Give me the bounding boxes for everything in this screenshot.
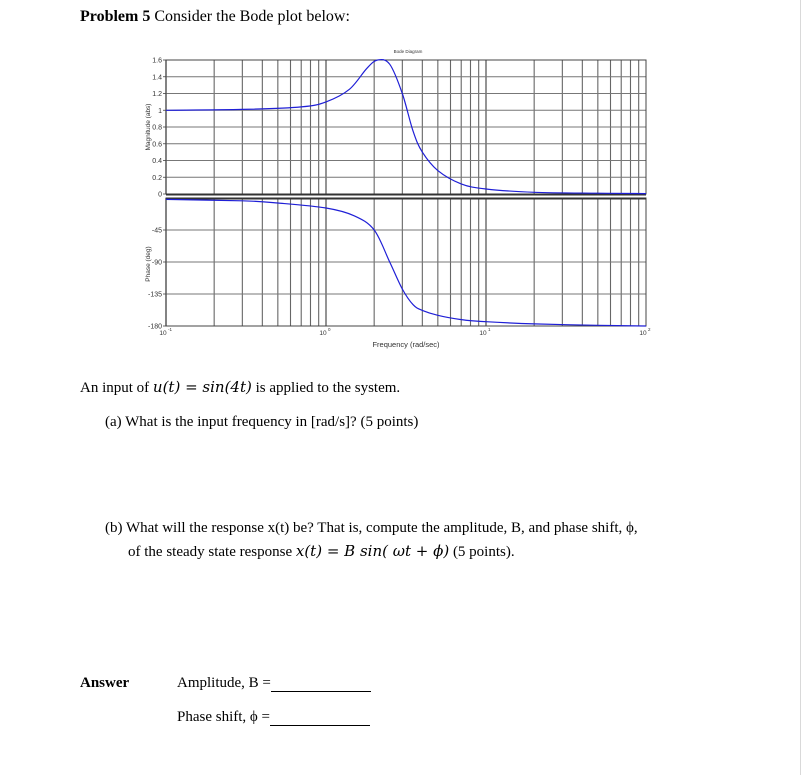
frequency-tick-label: 10: [159, 330, 167, 337]
question-b-line1: (b) What will the response x(t) be? That is, compute the amplitude, B, and phase shift, ϕ,: [105, 520, 638, 536]
magnitude-tick-label: 0: [158, 191, 162, 199]
frequency-tick-exponent: 0: [328, 327, 331, 332]
frequency-tick-label: 10: [639, 330, 647, 337]
frequency-axis-label: Frequency (rad/sec): [372, 340, 440, 349]
problem-intro: Consider the Bode plot below:: [154, 8, 350, 25]
phase-shift-label: Phase shift, ϕ =: [177, 709, 271, 725]
phase-tick-label: -180: [147, 323, 162, 331]
phase-tick-label: -135: [147, 291, 162, 299]
input-signal: u(t) = sin(4t): [152, 378, 252, 396]
amplitude-answer-blank[interactable]: [271, 677, 371, 692]
phase-axis-label: Phase (deg): [145, 246, 152, 282]
problem-heading: [80, 8, 350, 26]
response-equation: x(t) = B sin( ωt + ϕ): [295, 542, 450, 560]
frequency-tick-label: 10: [319, 330, 327, 337]
phase-answer-blank[interactable]: [270, 711, 370, 726]
magnitude-tick-label: 0.6: [152, 141, 162, 149]
input-statement: An input of u(t) = sin(4t) is applied to the system.: [80, 378, 401, 396]
magnitude-tick-label: 0.2: [152, 174, 162, 182]
answer-label: Answer: [80, 675, 130, 691]
frequency-tick-exponent: 2: [648, 327, 651, 332]
bode-svg: [110, 42, 670, 362]
magnitude-tick-label: 1.2: [152, 91, 162, 98]
magnitude-tick-label: 1.4: [152, 74, 162, 82]
frequency-tick-label: 10: [479, 330, 487, 337]
magnitude-grid: [166, 60, 646, 194]
phase-tick-label: -45: [151, 227, 162, 235]
magnitude-tick-label: 0.4: [152, 158, 162, 165]
phase-tick-label: -90: [151, 259, 162, 267]
magnitude-tick-label: 0.8: [152, 124, 162, 132]
question-a: (a) What is the input frequency in [rad/s]? (5 points): [105, 414, 419, 430]
magnitude-tick-label: 1.6: [152, 57, 162, 65]
magnitude-ticks: [152, 58, 166, 199]
magnitude-axis-label: Magnitude (abs): [145, 103, 152, 151]
amplitude-label: Amplitude, B =: [177, 675, 271, 691]
phase-row: [177, 709, 370, 726]
question-b-line2: of the steady state response x(t) = B sin( ωt + ϕ) (5 points).: [128, 542, 515, 560]
phase-grid: [166, 198, 646, 326]
phase-curve: [166, 199, 646, 326]
bode-title: Bode Diagram: [393, 49, 423, 54]
problem-number: Problem 5: [80, 8, 151, 25]
frequency-tick-exponent: -1: [168, 327, 173, 332]
page-edge: [800, 0, 801, 775]
magnitude-tick-label: 1: [158, 107, 162, 115]
amplitude-row: [177, 675, 371, 692]
frequency-tick-exponent: 1: [488, 327, 491, 332]
bode-plot: [110, 42, 670, 362]
frequency-ticks: [159, 327, 651, 337]
